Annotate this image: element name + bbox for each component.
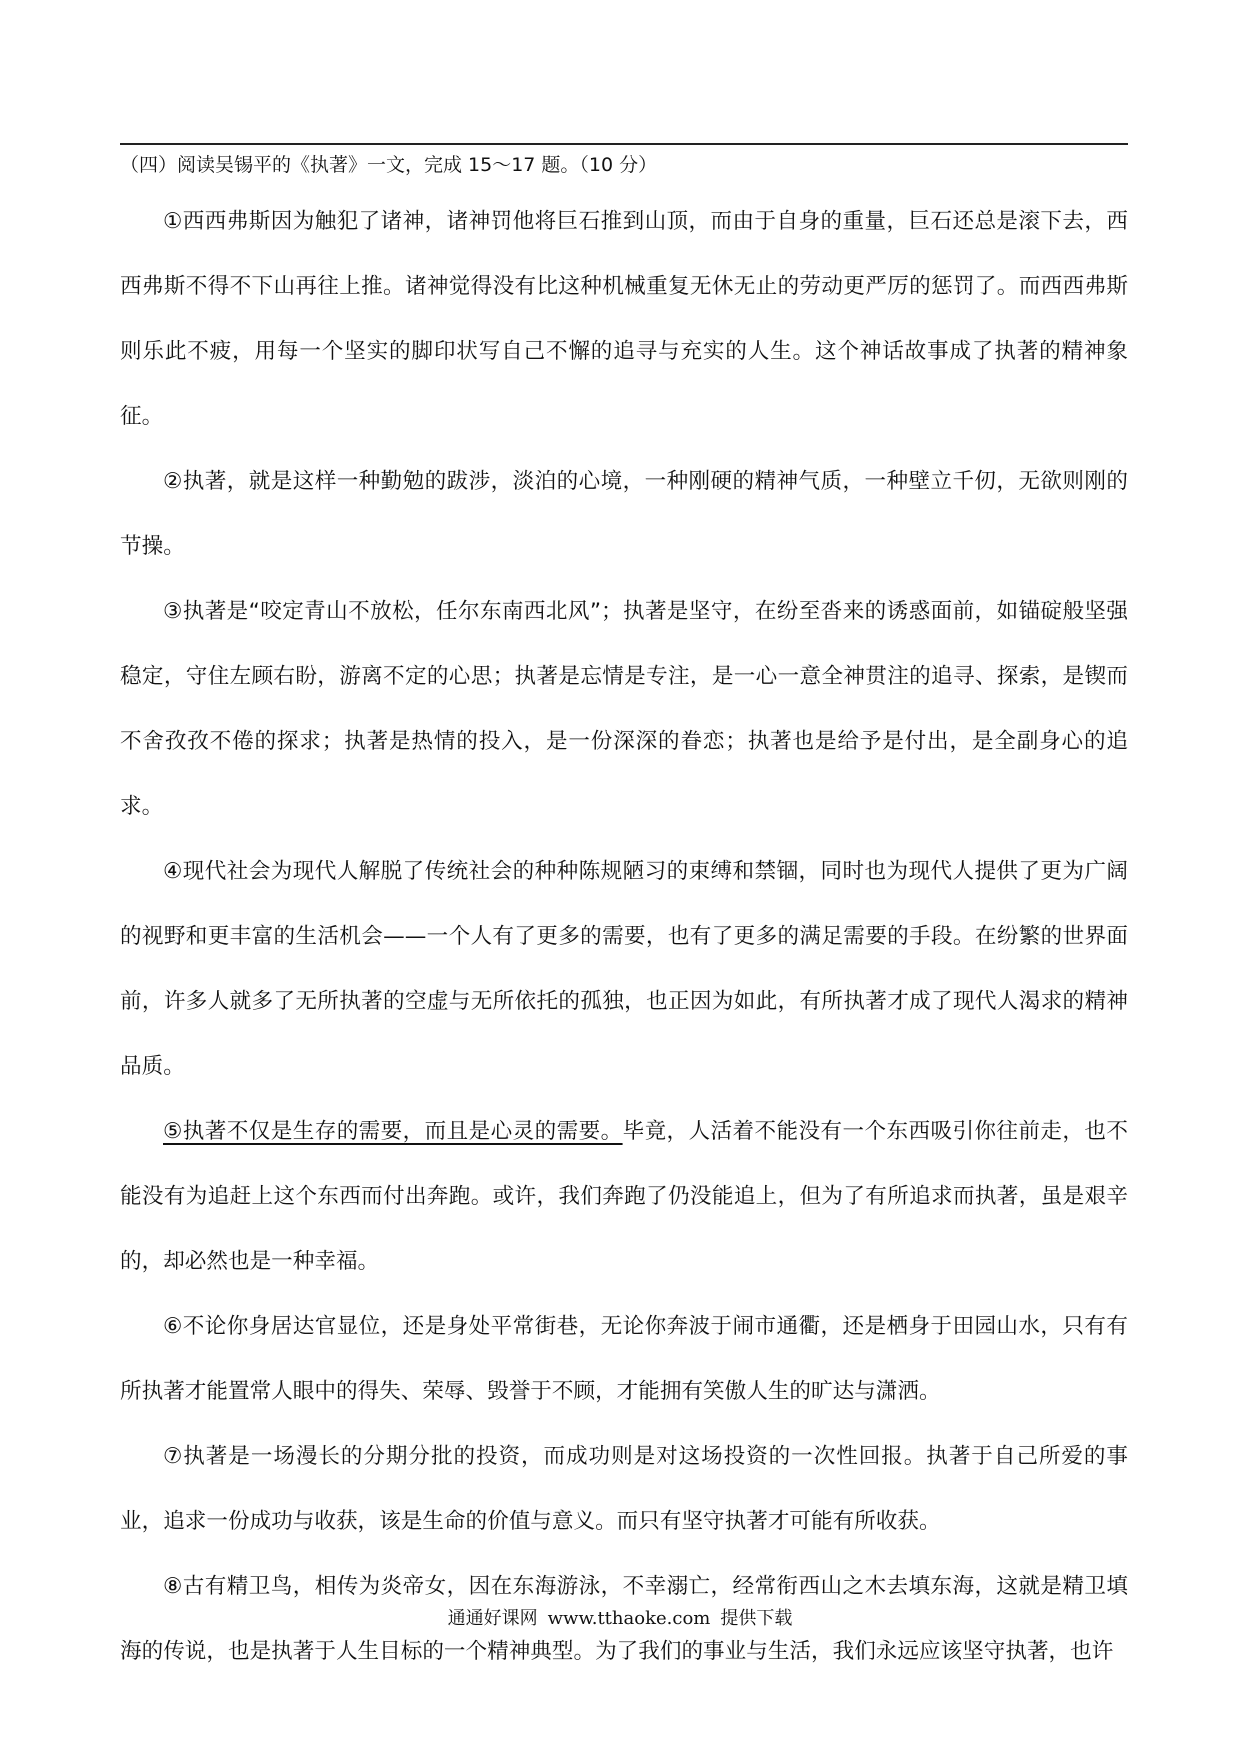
paragraph-7: ⑦执著是一场漫长的分期分批的投资，而成功则是对这场投资的一次性回报。执著于自己所爱的事业，追求一份成功与收获，该是生命的价值与意义。而只有坚守执著才可能有所收获。 <box>120 1444 1128 1534</box>
paragraph-3: ③执著是“咬定青山不放松，任尔东南西北风”；执著是坚守，在纷至沓来的诱惑面前，如锚碇般坚强稳定，守住左顾右盼，游离不定的心思；执著是忘情是专注，是一心一意全神贯注的追寻、探索，是锲而不舍孜孜不倦的探求；执著是热情的投入，是一份深深的眷恋；执著也是给予是付出，是全副身心的追求。 <box>120 599 1128 819</box>
top-rule <box>120 143 1128 145</box>
article-body <box>120 189 1128 1684</box>
footer-site-name: 通通好课网 <box>447 1608 538 1629</box>
paragraph-4: ④现代社会为现代人解脱了传统社会的种种陈规陋习的束缚和禁锢，同时也为现代人提供了更为广阔的视野和更丰富的生活机会——一个人有了更多的需要，也有了更多的满足需要的手段。在纷繁的世界面前，许多人就多了无所执著的空虚与无所依托的孤独，也正因为如此，有所执著才成了现代人渴求的精神品质。 <box>120 859 1128 1079</box>
footer-url[interactable]: www.tthaoke.com <box>547 1608 711 1629</box>
underlined-sentence: ⑤执著不仅是生存的需要，而且是心灵的需要。 <box>163 1119 623 1144</box>
paragraph-1: ①西西弗斯因为触犯了诸神，诸神罚他将巨石推到山顶，而由于自身的重量，巨石还总是滚下去，西西弗斯不得不下山再往上推。诸神觉得没有比这种机械重复无休无止的劳动更严厉的惩罚了。而西西弗斯则乐此不疲，用每一个坚实的脚印状写自己不懈的追寻与充实的人生。这个神话故事成了执著的精神象征。 <box>120 209 1128 429</box>
paragraph-5: ⑤执著不仅是生存的需要，而且是心灵的需要。毕竟，人活着不能没有一个东西吸引你往前走，也不能没有为追赶上这个东西而付出奔跑。或许，我们奔跑了仍没能追上，但为了有所追求而执著，虽是艰辛的，却必然也是一种幸福。 <box>120 1119 1128 1274</box>
footer-suffix: 提供下载 <box>720 1608 793 1629</box>
section-heading: （四）阅读吴锡平的《执著》一文，完成 15～17 题。（10 分） <box>120 154 658 176</box>
paragraph-8: ⑧古有精卫鸟，相传为炎帝女，因在东海游泳，不幸溺亡，经常衔西山之木去填东海，这就是精卫填海的传说，也是执著于人生目标的一个精神典型。为了我们的事业与生活，我们永远应该坚守执著，也许 <box>120 1574 1128 1664</box>
paragraph-2: ②执著，就是这样一种勤勉的跋涉，淡泊的心境，一种刚硬的精神气质，一种壁立千仞，无欲则刚的节操。 <box>120 469 1128 559</box>
paragraph-6: ⑥不论你身居达官显位，还是身处平常街巷，无论你奔波于闹市通衢，还是栖身于田园山水，只有有所执著才能置常人眼中的得失、荣辱、毁誉于不顾，才能拥有笑傲人生的旷达与潇洒。 <box>120 1314 1128 1404</box>
page-footer <box>0 1607 1240 1631</box>
